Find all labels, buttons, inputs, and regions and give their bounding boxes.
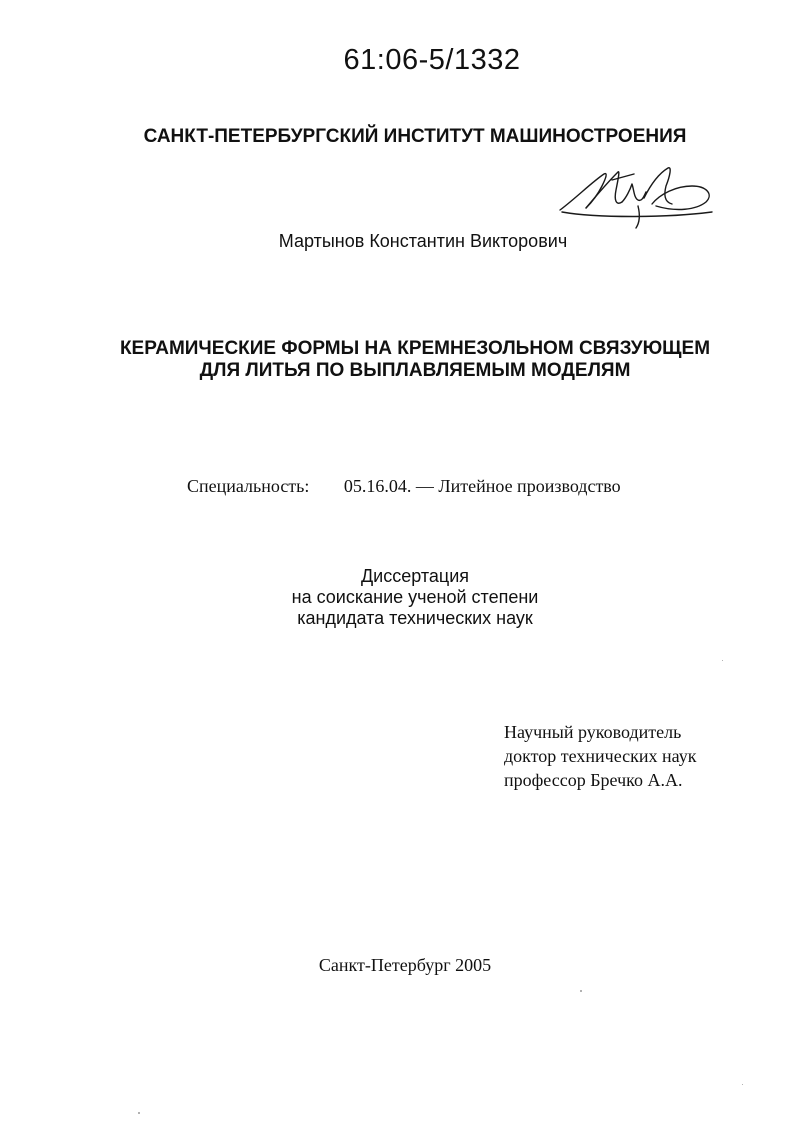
dissertation-block (0, 566, 794, 629)
scan-speck (742, 1084, 743, 1085)
scan-speck (138, 1112, 140, 1114)
supervisor-line-1: Научный руководитель (504, 722, 682, 742)
dissertation-line-1: Диссертация (360, 566, 470, 586)
scan-speck (722, 660, 723, 661)
dissertation-line-2: на соискание ученой степени (291, 587, 539, 607)
author-name: Мартынов Константин Викторович (278, 231, 568, 251)
scan-speck (580, 990, 582, 992)
specialty-value: 05.16.04. — Литейное производство (343, 476, 621, 496)
title-line-2: ДЛЯ ЛИТЬЯ ПО ВЫПЛАВЛЯЕМЫМ МОДЕЛЯМ (199, 360, 631, 381)
handwritten-signature (556, 160, 716, 230)
supervisor-block (504, 720, 697, 792)
dissertation-line-3: кандидата технических наук (297, 608, 533, 628)
supervisor-line-3: профессор Бречко А.А. (504, 770, 683, 790)
city-year: Санкт-Петербург 2005 (318, 955, 492, 975)
title-line-1: КЕРАМИЧЕСКИЕ ФОРМЫ НА КРЕМНЕЗОЛЬНОМ СВЯЗУЮЩЕМ (119, 338, 711, 359)
dissertation-title (0, 338, 794, 382)
catalog-number: 61:06-5/1332 (343, 44, 521, 76)
specialty-label: Специальность: (187, 476, 310, 496)
specialty-line (187, 476, 621, 497)
supervisor-line-2: доктор технических наук (504, 746, 697, 766)
institute-name: САНКТ-ПЕТЕРБУРГСКИЙ ИНСТИТУТ МАШИНОСТРОЕНИЯ (143, 126, 687, 147)
